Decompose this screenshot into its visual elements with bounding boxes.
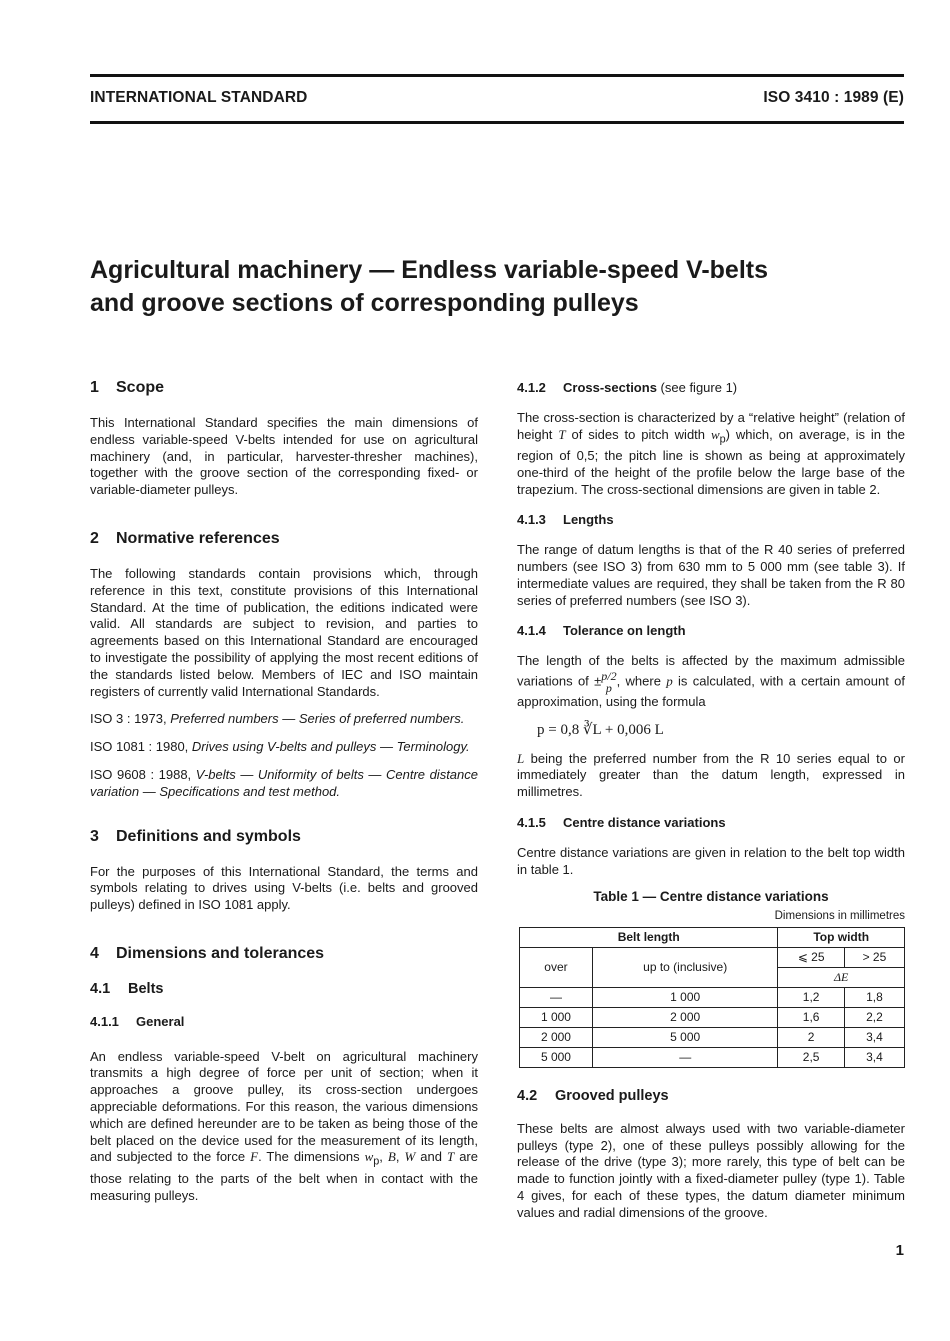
table-1-unit: Dimensions in millimetres <box>774 910 905 923</box>
section-4-1-2-heading: 4.1.2 Cross-sections (see figure 1) <box>517 380 738 395</box>
th-le-25: ⩽ 25 <box>778 947 844 967</box>
cell: 5 000 <box>520 1047 593 1067</box>
page-number: 1 <box>895 1242 904 1259</box>
th-top-width: Top width <box>778 927 905 947</box>
section-4-1-3-heading: 4.1.3 Lengths <box>517 512 614 528</box>
section-4-1-5-heading: 4.1.5 Centre distance variations <box>517 814 726 830</box>
table-1-title: Table 1 — Centre distance variations <box>593 889 829 905</box>
th-delta-e: ΔE <box>778 967 905 987</box>
cell: 1,2 <box>778 987 844 1007</box>
section-2-body: The following standards contain provisions which, through reference in this text, constitute provisions of this International Standard. At the time of publication, the editions indicated were valid. All standards are subject to revision, and parties to agreements based on this International Standard are encouraged to investigate the possibility of applying the most recent editions of the standards listed below. Members of IEC and ISO maintain registers of currently valid International Standards. <box>90 565 478 699</box>
section-4-2-body: These belts are almost always used with two variable-diameter pulleys (type 2), one of these pulleys possibly allowing for the release of the drive (type 3); more rarely, this type of belt can be made to function jointly with a fixed-diameter pulley (type 1). Table 4 gives, for each of these types, the datum diameter minimum values and radial dimensions of the groove. <box>517 1120 905 1220</box>
title-line-2: and groove sections of corresponding pulleys <box>90 289 639 317</box>
left-column <box>90 378 478 1215</box>
length-tolerance-formula: p = 0,8 ∛L + 0,006 L <box>537 721 664 738</box>
section-4-1-1-heading: 4.1.1 General <box>90 1013 185 1029</box>
title-line-1: Agricultural machinery — Endless variable-speed V-belts <box>90 256 769 284</box>
section-1-heading: 1 Scope <box>90 379 165 396</box>
table-row <box>520 987 905 1007</box>
cell: 5 000 <box>592 1027 777 1047</box>
section-1-body: This International Standard specifies the main dimensions of endless variable-speed V-belts intended for use on agricultural machinery (and, in particular, harvester-thresher machines), together with the groove section of the corresponding fixed- or variable-diameter pulleys. <box>90 415 478 498</box>
right-column <box>517 380 905 1233</box>
cell: 2,5 <box>778 1047 844 1067</box>
section-4-heading: 4 Dimensions and tolerances <box>90 944 325 962</box>
section-4-1-3-body: The range of datum lengths is that of the R 40 series of preferred numbers (see ISO 3) from 630 mm to 5 000 mm (see table 3). If intermediate values are required, they shall be taken from the R 80 series of preferred numbers (see ISO 3). <box>517 542 905 608</box>
reference-iso-3: ISO 3 : 1973, Preferred numbers — Series of preferred numbers. <box>90 711 465 727</box>
section-4-1-2-body: The cross-section is characterized by a “relative height” (relation of height T of sides to pitch width $w_p$) which, on average, is in the region of 0,5; the pitch line is shown as being at approximately one-third of the height of the profile below the large base of the trapezium. The cross-sectional dimensions are given in table 2. <box>517 409 905 497</box>
header-rule-top <box>90 74 904 77</box>
cell: 2 000 <box>520 1027 593 1047</box>
table-row <box>520 1007 905 1027</box>
section-3-body: For the purposes of this International Standard, the terms and symbols relating to drives using V-belts (i.e. belts and grooved pulleys) defined in ISO 1081 apply. <box>90 863 478 913</box>
table-row <box>520 1047 905 1067</box>
section-4-2-heading: 4.2 Grooved pulleys <box>517 1087 669 1104</box>
cell: — <box>520 987 593 1007</box>
th-belt-length: Belt length <box>520 927 778 947</box>
header-standard-type: INTERNATIONAL STANDARD <box>90 89 308 106</box>
cell: 2,2 <box>844 1007 904 1027</box>
document-title <box>90 254 904 320</box>
cell: 1,6 <box>778 1007 844 1027</box>
cell: 1,8 <box>844 987 904 1007</box>
cell: — <box>592 1047 777 1067</box>
th-over: over <box>520 947 593 987</box>
section-4-1-4-body: The length of the belts is affected by the maximum admissible variations of ± p/2 p , where p is calculated, with a certain amount of approximation, using the formula <box>517 653 905 709</box>
table-row <box>520 1027 905 1047</box>
plus-minus-symbol: ± <box>594 673 602 689</box>
th-gt-25: > 25 <box>844 947 904 967</box>
cell: 1 000 <box>520 1007 593 1027</box>
section-3-heading: 3 Definitions and symbols <box>90 827 301 845</box>
section-4-1-4-heading: 4.1.4 Tolerance on length <box>517 623 686 639</box>
section-4-1-1-body: An endless variable-speed V-belt on agricultural machinery transmits a high degree of force per unit of section; when it approaches a groove pulley, its cross-section undergoes appreciable deformations. For this reason, the various dimensions which are defined hereunder are to be taken as being those of the belt placed on the device used for the measurement of its length, and subjected to the force F. The dimensions $w_p$, B, W and T are those relating to the parts of the belt when in contact with the measuring pulleys. <box>90 1048 478 1203</box>
section-4-1-4-body-2: L being the preferred number from the R 10 series equal to or immediately greater than the datum length, expressed in millimetres. <box>517 750 905 800</box>
header-rule-bottom <box>90 121 904 124</box>
cell: 2 000 <box>592 1007 777 1027</box>
th-up-to: up to (inclusive) <box>592 947 777 987</box>
reference-iso-9608: ISO 9608 : 1988, V-belts — Uniformity of belts — Centre distance variation — Specifications and test method. <box>90 766 478 799</box>
header-standard-number: ISO 3410 : 1989 (E) <box>763 89 904 106</box>
tolerance-fraction: p/2 p <box>601 668 617 695</box>
section-4-1-5-body: Centre distance variations are given in relation to the belt top width in table 1. <box>517 844 905 877</box>
cell: 2 <box>778 1027 844 1047</box>
section-2-heading: 2 Normative references <box>90 529 280 547</box>
cell: 1 000 <box>592 987 777 1007</box>
table-1-centre-distance-variations <box>519 927 905 1068</box>
cell: 3,4 <box>844 1027 904 1047</box>
cell: 3,4 <box>844 1047 904 1067</box>
reference-iso-1081: ISO 1081 : 1980, Drives using V-belts and pulleys — Terminology. <box>90 739 470 755</box>
section-4-1-heading: 4.1 Belts <box>90 980 164 997</box>
